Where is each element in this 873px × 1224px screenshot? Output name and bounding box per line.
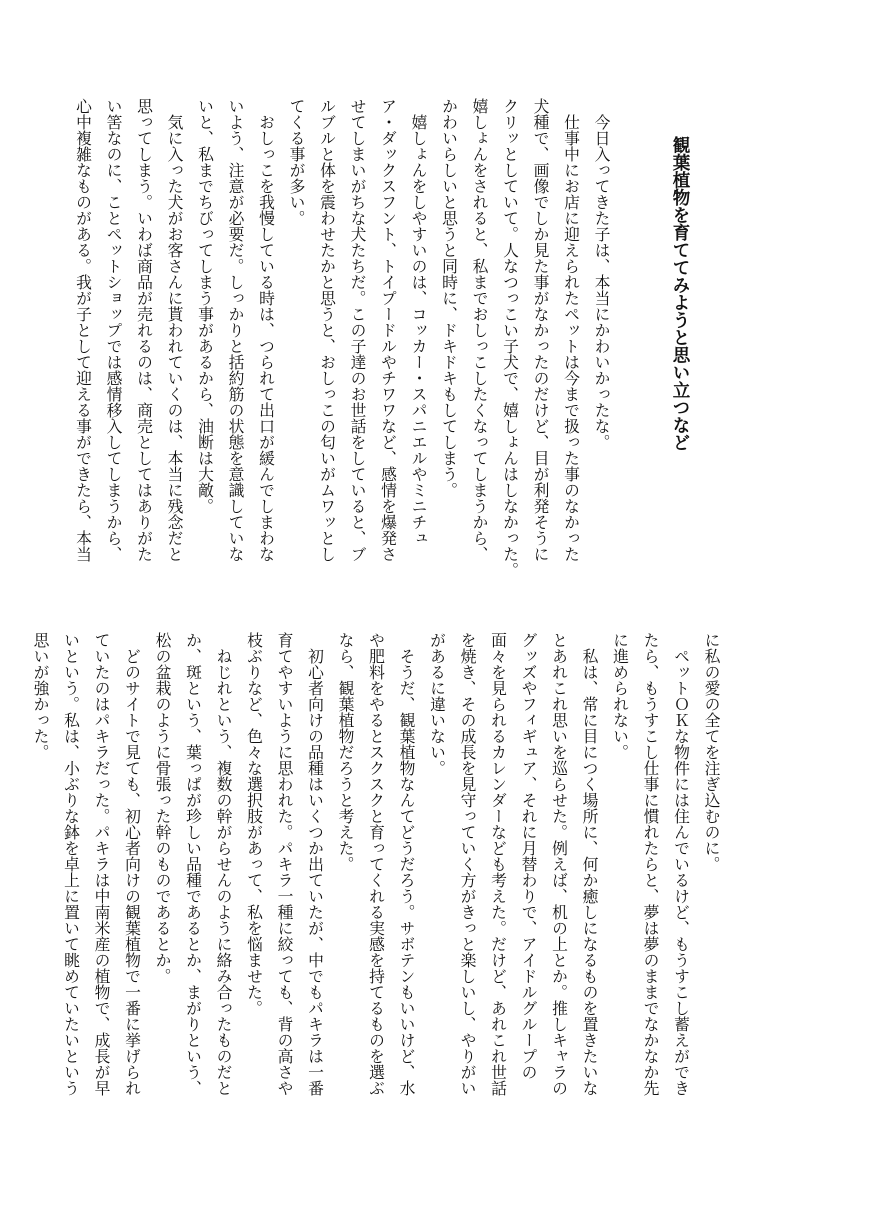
text-column: 枝ぶりなど、色々な選択肢があって、私を悩ませた。: [244, 632, 264, 1016]
text-column: 犬種で、画像でしか見た事がなかったのだけど、目が利発そうに: [531, 98, 550, 562]
text-column: たら、もうすこし仕事に慣れたらと、夢は夢のままでなかなか先: [641, 632, 660, 1096]
text-column: いよう、注意が必要だ。しっかりと括約筋の状態を意識していな: [226, 98, 245, 562]
text-column: 育てやすいように思われた。パキラ一種に絞っても、背の高さや: [275, 632, 294, 1096]
text-column: 気に入った犬がお客さんに貰われていくのは、本当に残念だと: [165, 98, 184, 562]
text-column: 思ってしまう。いわば商品が売れるのは、商売としてはありがた: [134, 98, 154, 562]
text-column: かわいらしいと思うと同時に、ドキドキもしてしまう。: [439, 98, 459, 498]
text-column: ア・ダックスフント、トイプードルやチワワなど、感情を爆発さ: [378, 98, 398, 562]
text-column: 嬉しょんをしやすいのは、コッカー・スパニエルやミニチュ: [409, 98, 428, 546]
text-column: おしっこを我慢している時は、つられて出口が緩んでしまわな: [256, 98, 276, 562]
chapter-title: 観葉植物を育ててみようと思い立つなど: [670, 136, 690, 451]
text-column: せてしまいがちな犬たちだ。この子達のお世話をしていると、ブ: [348, 98, 367, 562]
text-column: 思いが強かった。: [31, 632, 50, 760]
text-column: や肥料をやるとスクスクと育ってくれる実感を持てるものを選ぶ: [366, 632, 386, 1096]
text-column: 松の盆栽のように骨張った幹のものであるとか。: [153, 632, 172, 984]
text-column: ルブルと体を震わせたかと思うと、おしっこの匂いがムワッとし: [317, 98, 337, 562]
text-column: とあれこれ思いを巡らせた。例えば、机の上とか。推しキャラの: [549, 632, 569, 1096]
text-column: いという。私は、小ぶりな鉢を卓上に置いて眺めていたいという: [61, 632, 81, 1096]
text-column: 私は、常に目につく場所に、何か癒しになるものを置きたいな: [580, 632, 599, 1096]
text-block-bottom: [31, 632, 726, 1132]
text-column: か、斑という、葉っぱが珍しい品種であるとか、まがりという、: [183, 632, 203, 1096]
text-column: 今日入ってきた子は、本当にかわいかったな。: [592, 98, 611, 450]
text-column: グッズやフィギュア、それに月替わりで、アイドルグループの: [519, 632, 538, 1080]
text-block-top: [73, 98, 616, 598]
text-column: 仕事中にお店に迎えられたペットは今まで扱った事のなかった: [561, 98, 581, 562]
text-column: に私の愛の全てを注ぎ込むのに。: [702, 632, 721, 872]
text-column: を焼き、その成長を見守っていく方がきっと楽しいし、やりがい: [458, 632, 477, 1096]
text-column: に進められない。: [610, 632, 630, 760]
text-column: クリッとしていて。人なつっこい子犬で、嬉しょんはしなかった。: [500, 98, 520, 578]
text-column: い筈なのに、ことペットショップでは感情移入してしまうから、: [104, 98, 123, 562]
text-column: てくる事が多い。: [287, 98, 306, 226]
text-column: いと、私までちびってしまう事があるから、油断は大敵。: [195, 98, 215, 514]
text-column: 嬉しょんをされると、私までおしっこしたくなってしまうから、: [470, 98, 489, 562]
text-column: そうだ、観葉植物なんてどうだろう。サボテンもいいけど、水: [397, 632, 416, 1096]
text-column: どのサイトで見ても、初心者向けの観葉植物で一番に挙げられ: [122, 632, 142, 1096]
text-column: 初心者向けの品種はいくつか出ていたが、中でもパキラは一番: [305, 632, 325, 1096]
text-column: 心中複雑なものがある。我が子として迎える事ができたら、本当: [73, 98, 93, 562]
text-column: ねじれという、複数の幹がらせんのように絡み合ったものだと: [214, 632, 233, 1096]
text-column: なら、観葉植物だろうと考えた。: [336, 632, 355, 872]
text-column: があるに違いない。: [427, 632, 447, 776]
text-column: ていたのはパキラだった。パキラは中南米産の植物で、成長が早: [92, 632, 111, 1096]
text-column: ペットＯＫな物件には住んでいるけど、もうすこし蓄えができ: [671, 632, 691, 1096]
text-column: 面々を見られるカレンダーなども考えた。だけど、あれこれ世話: [488, 632, 508, 1096]
